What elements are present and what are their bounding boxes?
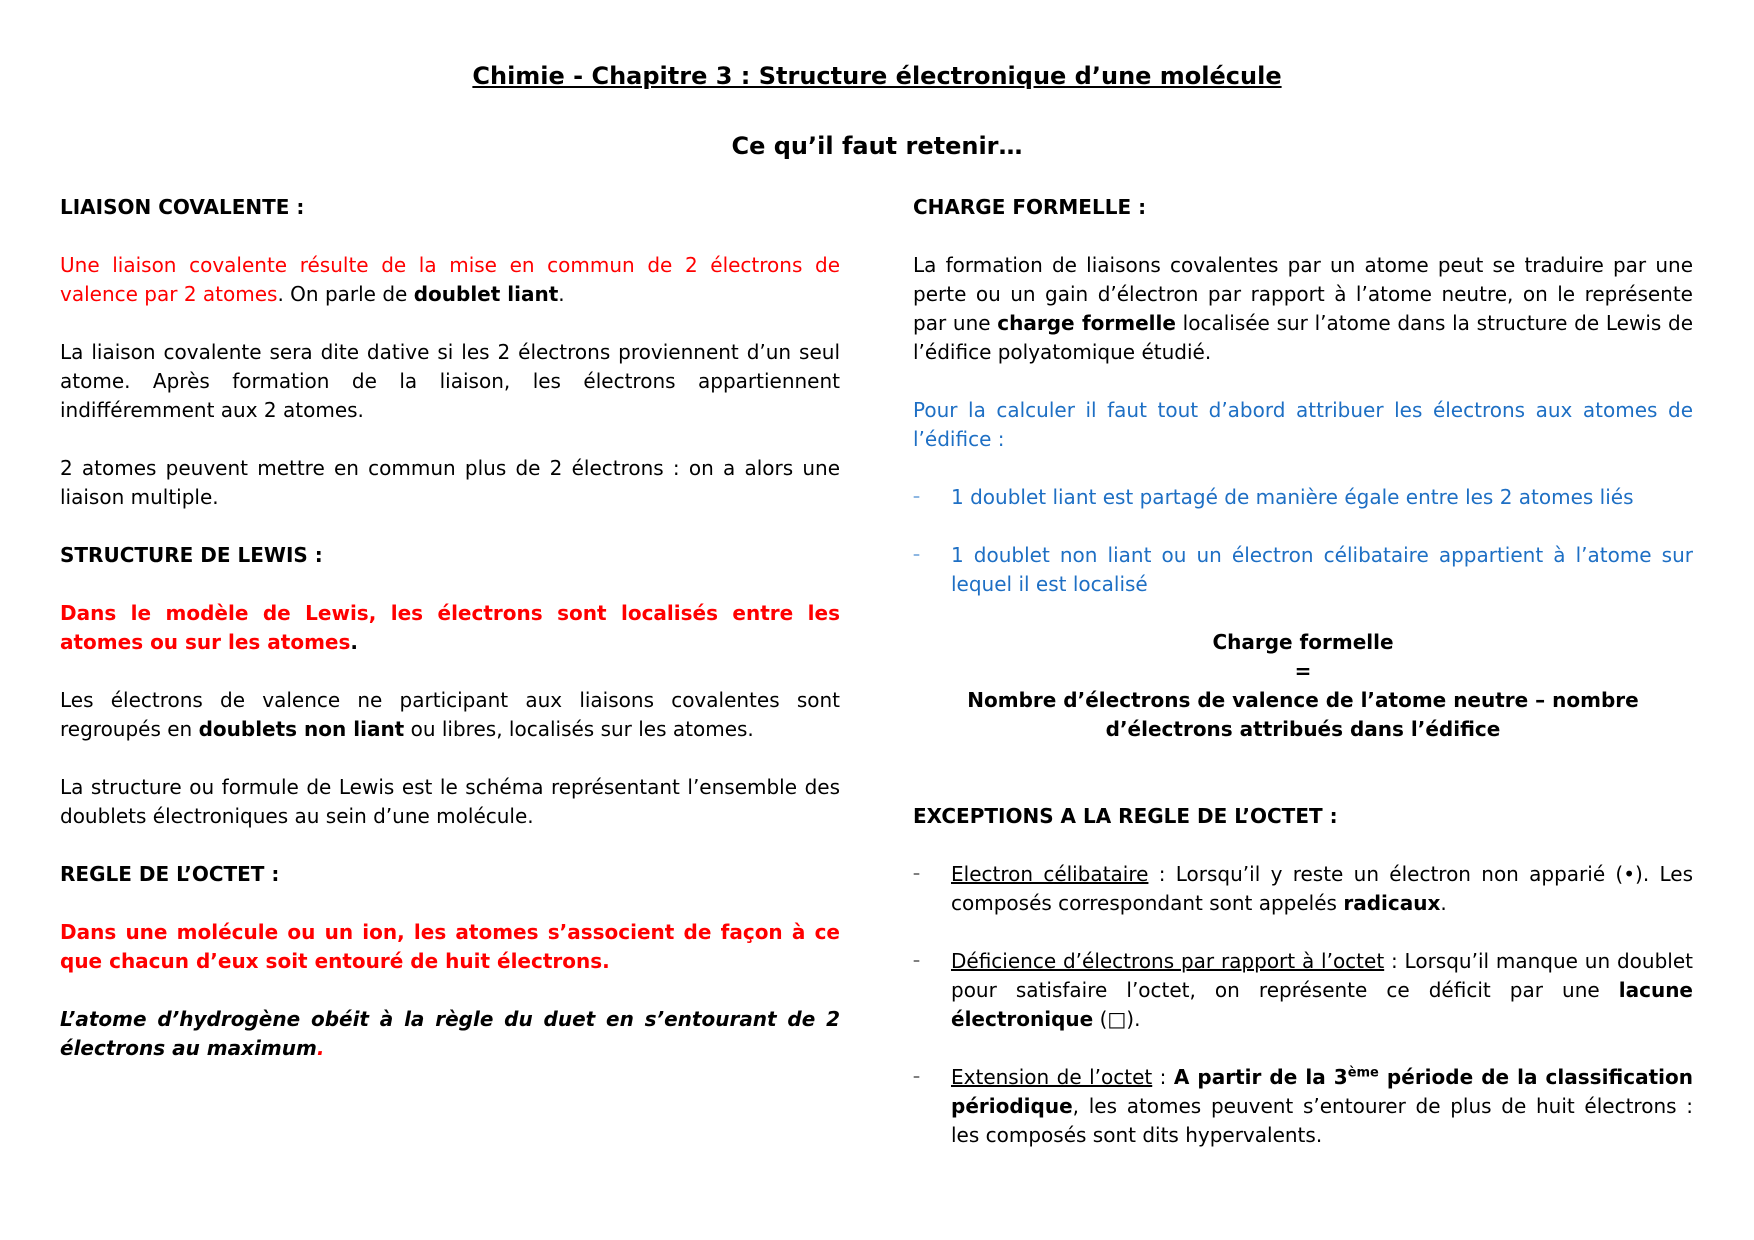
charge-text-b: localisée sur l’atome dans la structure de Lewis de l’édifice polyatomique étudié. [913, 311, 1694, 364]
paragraph-duet-rule [60, 1005, 840, 1063]
paragraph-octet-rule: Dans une molécule ou un ion, les atomes s’associent de façon à ce que chacun d’eux soit entouré de huit électrons. [60, 920, 840, 973]
paragraph-charge-definition [913, 251, 1693, 367]
exception-1-text: : Lorsqu’il y reste un électron non apparié (•). Les composés correspondant sont appelés [951, 862, 1693, 915]
page-title: Chimie - Chapitre 3 : Structure électronique d’une molécule [472, 62, 1282, 90]
exception-1-end: . [1440, 891, 1447, 915]
charge-text-a: La formation de liaisons covalentes par un atome peut se traduire par une perte ou un gain d’électron par rapport à l’atome neutre, on le représente par une [913, 253, 1693, 335]
exception-3-bold-b: période de la classification périodique [951, 1065, 1693, 1118]
dash-bullet-icon: – [913, 866, 920, 882]
heading-structure-lewis: STRUCTURE DE LEWIS : [60, 543, 323, 567]
heading-liaison-covalente: LIAISON COVALENTE : [60, 195, 305, 219]
bullet-doublet-non-liant-text: 1 doublet non liant ou un électron célibataire appartient à l’atome sur lequel il est localisé [951, 543, 1693, 596]
doublet-liant-term: doublet liant [413, 282, 559, 306]
bullet-doublet-non-liant [913, 541, 1693, 599]
exception-3-title: Extension de l’octet [951, 1065, 1153, 1089]
heading-regle-octet: REGLE DE L’OCTET : [60, 862, 280, 886]
paragraph-formule-lewis: La structure ou formule de Lewis est le schéma représentant l’ensemble des doublets électroniques au sein d’une molécule. [60, 775, 840, 828]
exception-3-text: , les atomes peuvent s’entourer de plus de huit électrons : les composés sont dits hypervalents. [951, 1094, 1693, 1147]
exception-2-end: (□). [1093, 1007, 1141, 1031]
radicaux-term: radicaux [1343, 891, 1441, 915]
exception-electron-celibataire [913, 860, 1693, 918]
heading-exceptions-octet: EXCEPTIONS A LA REGLE DE L’OCTET : [913, 804, 1338, 828]
page-subtitle: Ce qu’il faut retenir… [731, 132, 1023, 160]
covalente-definition-highlight: Une liaison covalente résulte de la mise en commun de 2 électrons de valence par 2 atomes [60, 253, 840, 306]
covalente-definition-end: . [558, 282, 565, 306]
covalente-definition-text: . On parle de [277, 282, 414, 306]
formula-body: Nombre d’électrons de valence de l’atome neutre – nombre d’électrons attribués dans l’édifice [967, 688, 1639, 741]
exception-3-separator: : [1152, 1065, 1174, 1089]
formula-title: Charge formelle [1212, 630, 1394, 654]
non-liant-text-b: ou libres, localisés sur les atomes. [404, 717, 754, 741]
dash-bullet-icon: – [913, 1069, 920, 1085]
paragraph-covalente-definition [60, 251, 840, 309]
exception-2-text: : Lorsqu’il manque un doublet pour satisfaire l’octet, on représente ce déficit par une [951, 949, 1693, 1002]
right-column [913, 193, 1693, 1150]
dash-bullet-icon: – [913, 547, 920, 563]
charge-formelle-term: charge formelle [997, 311, 1176, 335]
duet-rule-text: L’atome d’hydrogène obéit à la règle du duet en s’entourant de 2 électrons au maximum [60, 1007, 840, 1060]
exception-1-title: Electron célibataire [951, 862, 1149, 886]
paragraph-doublets-non-liants [60, 686, 840, 744]
formula-equals: = [1294, 659, 1312, 683]
exception-extension-octet [913, 1063, 1693, 1150]
heading-charge-formelle: CHARGE FORMELLE : [913, 195, 1147, 219]
lewis-model-highlight: Dans le modèle de Lewis, les électrons sont localisés entre les atomes ou sur les atomes [60, 601, 840, 654]
doublets-non-liant-term: doublets non liant [198, 717, 405, 741]
lacune-electronique-term: lacune électronique [951, 978, 1693, 1031]
bullet-doublet-liant [913, 483, 1693, 512]
paragraph-lewis-model [60, 599, 840, 657]
exception-3-superscript: ème [1347, 1065, 1379, 1081]
paragraph-multiple: 2 atomes peuvent mettre en commun plus de 2 électrons : on a alors une liaison multiple. [60, 456, 840, 509]
exception-2-title: Déficience d’électrons par rapport à l’octet [951, 949, 1385, 973]
exception-deficience-electrons [913, 947, 1693, 1034]
duet-rule-end: . [316, 1036, 325, 1060]
paragraph-calculation-intro: Pour la calculer il faut tout d’abord attribuer les électrons aux atomes de l’édifice : [913, 398, 1693, 451]
lewis-model-end: . [350, 630, 358, 654]
paragraph-dative: La liaison covalente sera dite dative si les 2 électrons proviennent d’un seul atome. Après formation de la liaison, les électrons appartiennent indifféremment aux 2 atomes. [60, 340, 840, 422]
dash-bullet-icon: – [913, 953, 920, 969]
non-liant-text-a: Les électrons de valence ne participant aux liaisons covalentes sont regroupés en [60, 688, 840, 741]
dash-bullet-icon: – [913, 489, 920, 505]
left-column [60, 193, 840, 1063]
exception-3-bold-a: A partir de la 3 [1173, 1065, 1348, 1089]
bullet-doublet-liant-text: 1 doublet liant est partagé de manière égale entre les 2 atomes liés [951, 485, 1634, 509]
